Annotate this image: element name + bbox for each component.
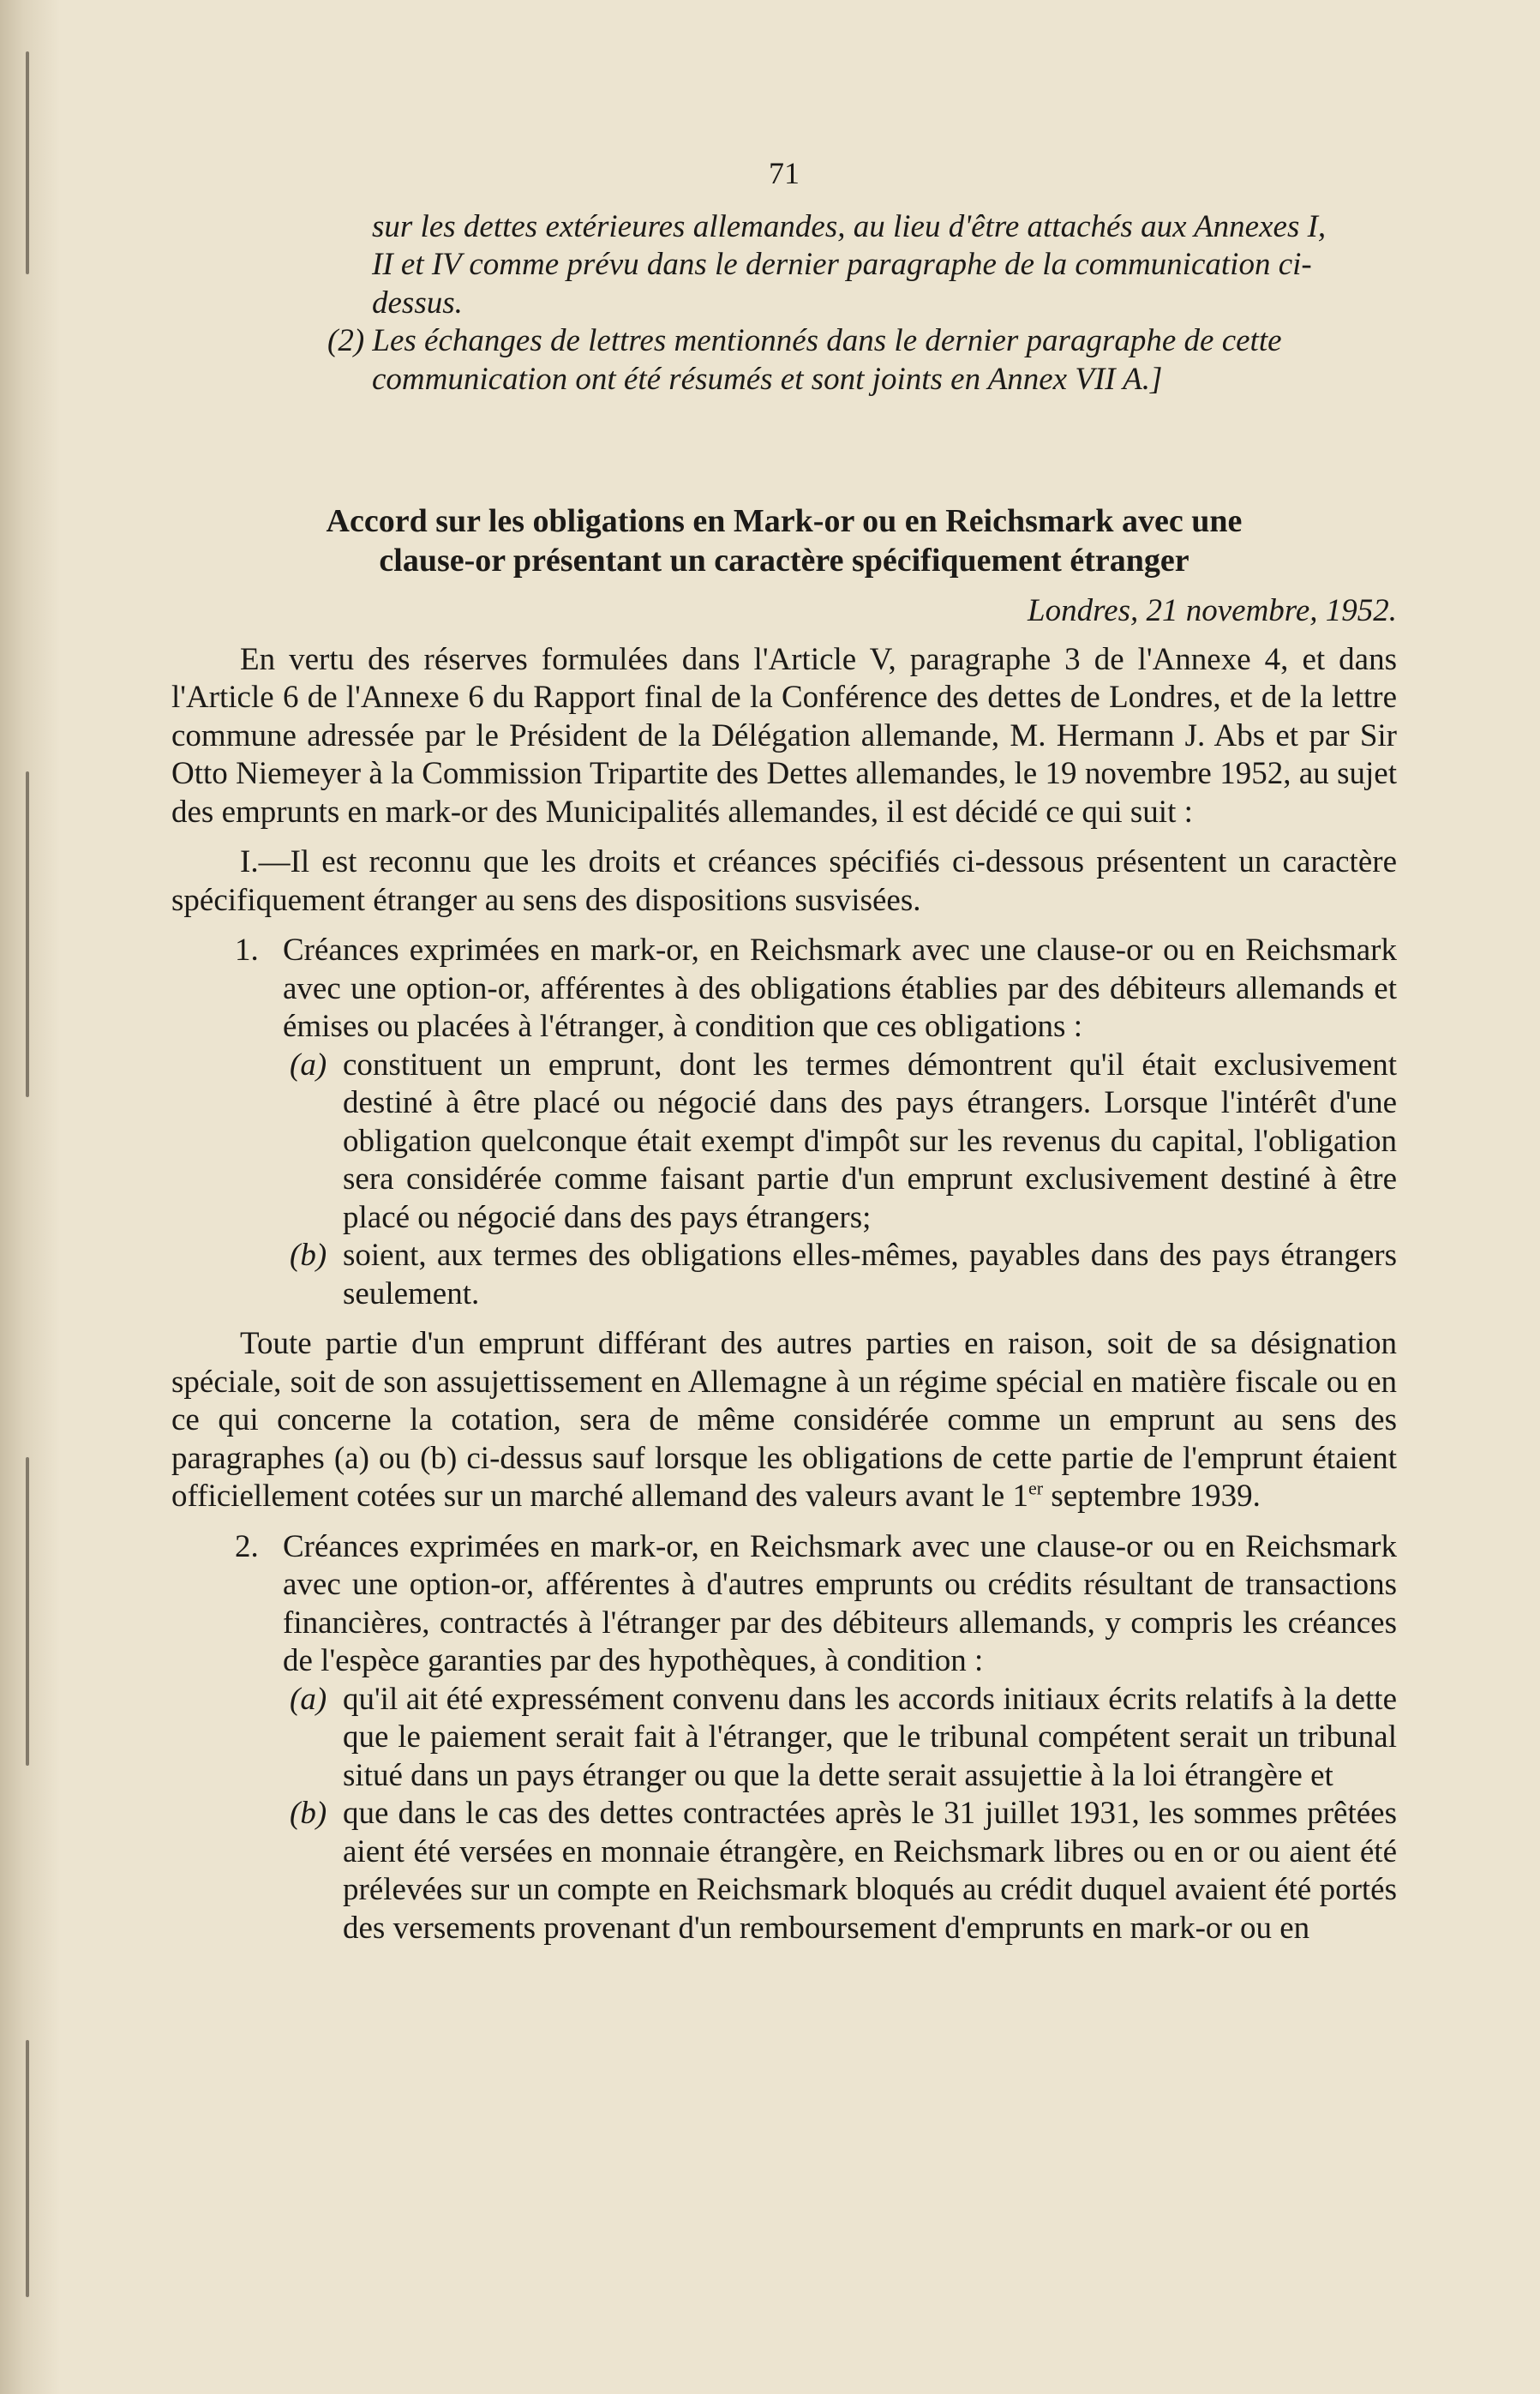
note-item-label: (2) bbox=[327, 323, 365, 358]
middle-paragraph bbox=[171, 1325, 1397, 1516]
note-item-text: Les échanges de lettres mentionnés dans le dernier paragraphe de cette communication ont été résumés et sont joints en Annex VII A.] bbox=[372, 323, 1282, 397]
sub-item-text: que dans le cas des dettes contractées après le 31 juillet 1931, les sommes prêtées aient été versées en monnaie étrangère, en Reichsmark libres ou en or ou aient été prélevées sur un compte en Reichsmark bloqués au crédit duquel avaient été portés des versements provenant d'un remboursement d'emprunts en mark-or ou en bbox=[343, 1796, 1397, 1946]
sub-item-label: (b) bbox=[290, 1238, 327, 1273]
sub-item-text: qu'il ait été expressément convenu dans les accords initiaux écrits relatifs à la dette que le paiement serait fait à l'étranger, que le tribunal compétent serait un tribunal situé dans un pays étranger ou que la dette serait assujettie à la loi étrangère et bbox=[343, 1681, 1397, 1793]
sub-item-label: (b) bbox=[290, 1796, 327, 1831]
list-item-text: Créances exprimées en mark-or, en Reichsmark avec une clause-or ou en Reichsmark avec une option-or, afférentes à des obligations établies par des débiteurs allemands et émises ou placées à l'étranger, à condition que ces obligations : bbox=[283, 933, 1397, 1044]
sub-item-1a bbox=[290, 1047, 1397, 1238]
list-item-number: 1. bbox=[235, 933, 259, 968]
page-number: 71 bbox=[769, 156, 800, 190]
list-item-number: 2. bbox=[235, 1528, 259, 1564]
superscript: er bbox=[1028, 1477, 1044, 1499]
section-i-paragraph: I.—Il est reconnu que les droits et créances spécifiés ci-dessous présentent un caractère spécifiquement étranger au sens des dispositions susvisées. bbox=[171, 844, 1397, 918]
heading-line-1: Accord sur les obligations en Mark-or ou en Reichsmark avec une bbox=[326, 503, 1243, 539]
middle-text-end: septembre 1939. bbox=[1043, 1479, 1261, 1514]
heading-line-2: clause-or présentant un caractère spécifiquement étranger bbox=[379, 543, 1189, 579]
previous-note bbox=[327, 208, 1345, 399]
list-item-2 bbox=[235, 1528, 1397, 1681]
binding-mark bbox=[26, 771, 29, 1097]
list-item-1 bbox=[235, 932, 1397, 1047]
sub-item-label: (a) bbox=[290, 1681, 327, 1717]
intro-paragraph: En vertu des réserves formulées dans l'Article V, paragraphe 3 de l'Annexe 4, et dans l'Article 6 de l'Annexe 6 du Rapport final de la Conférence des dettes de Londres, et de la lettre commune adressée par le Président de la Délégation allemande, M. Hermann J. Abs et par Sir Otto Niemeyer à la Commission Tripartite des Dettes allemandes, le 19 novembre 1952, au sujet des emprunts en mark-or des Municipalités allemandes, il est décidé ce qui suit : bbox=[171, 641, 1397, 830]
page-binding-edge bbox=[0, 0, 60, 2394]
list-item-text: Créances exprimées en mark-or, en Reichsmark avec une clause-or ou en Reichsmark avec une option-or, afférentes à d'autres emprunts ou crédits résultant de transactions financières, contractés à l'étranger par des débiteurs allemands, y compris les créances de l'espèce garanties par des hypothèques, à condition : bbox=[283, 1528, 1397, 1678]
sub-item-label: (a) bbox=[290, 1047, 327, 1083]
date-line: Londres, 21 novembre, 1952. bbox=[1028, 593, 1397, 628]
sub-item-1b bbox=[290, 1237, 1397, 1313]
binding-mark bbox=[26, 51, 29, 274]
section-heading bbox=[171, 501, 1397, 580]
middle-text: Toute partie d'un emprunt différant des autres parties en raison, soit de sa désignation spéciale, soit de son assujettissement en Allemagne à un régime spécial en matière fiscale ou en ce qui concerne la cotation, sera de même considérée comme un emprunt au sens des paragraphes (a) ou (b) ci-dessus sauf lorsque les obligations de cette partie de l'emprunt étaient officiellement cotées sur un marché allemand des valeurs avant le 1 bbox=[171, 1326, 1397, 1514]
sub-item-2a bbox=[290, 1681, 1397, 1796]
note-item-2 bbox=[327, 322, 1345, 399]
sub-item-text: constituent un emprunt, dont les termes démontrent qu'il était exclusivement destiné à être placé ou négocié dans des pays étrangers. Lorsque l'intérêt d'une obligation quelconque était exempt d'impôt sur les revenus du capital, l'obligation sera considérée comme faisant partie d'un emprunt exclusivement destiné à être placé ou négocié dans des pays étrangers; bbox=[343, 1047, 1397, 1235]
sub-item-text: soient, aux termes des obligations elles-mêmes, payables dans des pays étrangers seulement. bbox=[343, 1238, 1397, 1311]
binding-mark bbox=[26, 2040, 29, 2297]
document-page bbox=[171, 154, 1397, 1947]
binding-mark bbox=[26, 1457, 29, 1766]
note-line: sur les dettes extérieures allemandes, au lieu d'être attachés aux Annexes I, II et IV comme prévu dans le dernier paragraphe de la communication ci-dessus. bbox=[372, 208, 1327, 321]
sub-item-2b bbox=[290, 1795, 1397, 1947]
